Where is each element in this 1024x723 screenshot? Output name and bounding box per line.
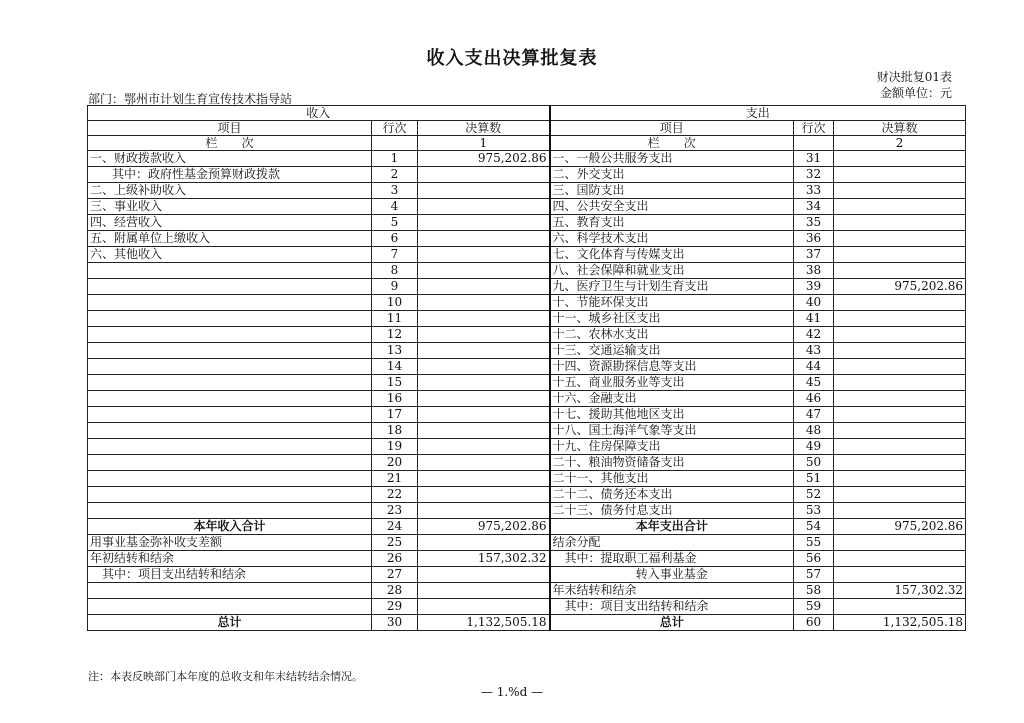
- income-item-cell: [88, 407, 372, 423]
- income-amount-cell: [418, 359, 550, 375]
- income-rowno-cell: 22: [372, 487, 418, 503]
- expense-col-blank: [794, 136, 834, 151]
- expense-rowno-cell: 49: [794, 439, 834, 455]
- table-row: [88, 391, 966, 407]
- income-item-cell: [88, 439, 372, 455]
- income-amount-cell: [418, 247, 550, 263]
- income-item-cell: [88, 455, 372, 471]
- expense-rowno-cell: 42: [794, 327, 834, 343]
- table-row: [88, 535, 966, 551]
- expense-rowno-cell: 46: [794, 391, 834, 407]
- expense-item-cell: 一、一般公共服务支出: [550, 151, 794, 167]
- expense-amount-cell: [834, 535, 966, 551]
- income-item-cell: [88, 343, 372, 359]
- table-row: [88, 359, 966, 375]
- income-item-cell: [88, 327, 372, 343]
- income-rowno-cell: 2: [372, 167, 418, 183]
- expense-rowno-cell: 34: [794, 199, 834, 215]
- income-rowno-cell: 24: [372, 519, 418, 535]
- expense-item-header: 项目: [550, 121, 794, 136]
- expense-amount-cell: [834, 263, 966, 279]
- income-item-cell: [88, 375, 372, 391]
- income-rowno-cell: 4: [372, 199, 418, 215]
- income-amount-cell: [418, 311, 550, 327]
- income-amount-cell: 975,202.86: [418, 151, 550, 167]
- expense-item-cell: 二十三、债务付息支出: [550, 503, 794, 519]
- expense-amount-cell: [834, 455, 966, 471]
- income-amount-cell: [418, 199, 550, 215]
- expense-item-cell: 十三、交通运输支出: [550, 343, 794, 359]
- table-row: [88, 615, 966, 631]
- income-rowno-cell: 11: [372, 311, 418, 327]
- expense-item-cell: 其中：提取职工福利基金: [550, 551, 794, 567]
- table-row: [88, 599, 966, 615]
- income-amount-cell: [418, 455, 550, 471]
- income-rowno-cell: 15: [372, 375, 418, 391]
- expense-col-label: 栏 次: [550, 136, 794, 151]
- expense-amount-cell: [834, 295, 966, 311]
- expense-rowno-cell: 45: [794, 375, 834, 391]
- table-row: [88, 311, 966, 327]
- table-row: [88, 327, 966, 343]
- income-item-cell: [88, 503, 372, 519]
- income-amount-cell: [418, 391, 550, 407]
- expense-amount-cell: [834, 599, 966, 615]
- income-rowno-cell: 12: [372, 327, 418, 343]
- income-rowno-cell: 16: [372, 391, 418, 407]
- income-rowno-cell: 13: [372, 343, 418, 359]
- expense-rowno-cell: 51: [794, 471, 834, 487]
- income-amount-cell: [418, 535, 550, 551]
- expense-rowno-cell: 54: [794, 519, 834, 535]
- income-amount-cell: [418, 215, 550, 231]
- income-item-cell: 五、附属单位上缴收入: [88, 231, 372, 247]
- income-item-cell: 其中：项目支出结转和结余: [88, 567, 372, 583]
- expense-rowno-cell: 59: [794, 599, 834, 615]
- expense-amount-cell: [834, 359, 966, 375]
- income-item-cell: 本年收入合计: [88, 519, 372, 535]
- income-amount-cell: [418, 279, 550, 295]
- expense-amount-cell: [834, 471, 966, 487]
- income-amount-cell: 975,202.86: [418, 519, 550, 535]
- expense-item-cell: 十六、金融支出: [550, 391, 794, 407]
- income-rowno-cell: 26: [372, 551, 418, 567]
- income-amount-cell: [418, 167, 550, 183]
- table-row: [88, 455, 966, 471]
- table-row: [88, 199, 966, 215]
- income-rowno-cell: 29: [372, 599, 418, 615]
- expense-rowno-cell: 33: [794, 183, 834, 199]
- income-amount-cell: [418, 423, 550, 439]
- income-rowno-cell: 8: [372, 263, 418, 279]
- expense-header: 支出: [550, 106, 966, 121]
- expense-amount-cell: 157,302.32: [834, 583, 966, 599]
- expense-item-cell: 年末结转和结余: [550, 583, 794, 599]
- expense-rowno-cell: 37: [794, 247, 834, 263]
- amount-unit: 金额单位：元: [879, 86, 952, 100]
- expense-item-cell: 十四、资源勘探信息等支出: [550, 359, 794, 375]
- expense-amount-cell: [834, 375, 966, 391]
- expense-amount-cell: [834, 503, 966, 519]
- expense-rowno-cell: 52: [794, 487, 834, 503]
- table-row: [88, 279, 966, 295]
- expense-item-cell: 十五、商业服务业等支出: [550, 375, 794, 391]
- income-rowno-cell: 23: [372, 503, 418, 519]
- expense-amount-cell: [834, 423, 966, 439]
- income-amount-cell: [418, 295, 550, 311]
- income-item-cell: [88, 599, 372, 615]
- income-rowno-cell: 19: [372, 439, 418, 455]
- expense-rowno-cell: 58: [794, 583, 834, 599]
- income-item-header: 项目: [88, 121, 372, 136]
- table-row: [88, 343, 966, 359]
- income-item-cell: [88, 295, 372, 311]
- expense-rowno-cell: 55: [794, 535, 834, 551]
- income-amount-cell: [418, 407, 550, 423]
- income-rowno-cell: 9: [372, 279, 418, 295]
- expense-amount-cell: [834, 199, 966, 215]
- expense-rowno-cell: 36: [794, 231, 834, 247]
- income-rowno-cell: 17: [372, 407, 418, 423]
- table-row: [88, 183, 966, 199]
- expense-amount-cell: 1,132,505.18: [834, 615, 966, 631]
- expense-col-number: 2: [834, 136, 966, 151]
- table-row: [88, 551, 966, 567]
- income-item-cell: [88, 423, 372, 439]
- income-header: 收入: [88, 106, 550, 121]
- expense-rowno-cell: 60: [794, 615, 834, 631]
- expense-amount-cell: [834, 407, 966, 423]
- expense-rowno-cell: 53: [794, 503, 834, 519]
- income-item-cell: [88, 359, 372, 375]
- expense-item-cell: 二、外交支出: [550, 167, 794, 183]
- table-row: [88, 503, 966, 519]
- expense-item-cell: 十、节能环保支出: [550, 295, 794, 311]
- expense-rowno-cell: 41: [794, 311, 834, 327]
- income-rowno-cell: 28: [372, 583, 418, 599]
- income-rowno-cell: 14: [372, 359, 418, 375]
- footnote: 注：本表反映部门本年度的总收支和年末结转结余情况。: [88, 670, 363, 683]
- table-row: [88, 567, 966, 583]
- expense-rowno-cell: 48: [794, 423, 834, 439]
- expense-item-cell: 其中：项目支出结转和结余: [550, 599, 794, 615]
- table-row: [88, 439, 966, 455]
- expense-rowno-cell: 39: [794, 279, 834, 295]
- expense-amount-header: 决算数: [834, 121, 966, 136]
- page-number: — 1.%d —: [480, 685, 544, 699]
- income-rowno-cell: 10: [372, 295, 418, 311]
- income-amount-cell: [418, 263, 550, 279]
- income-amount-cell: [418, 375, 550, 391]
- expense-amount-cell: 975,202.86: [834, 519, 966, 535]
- expense-amount-cell: [834, 151, 966, 167]
- income-item-cell: 其中：政府性基金预算财政拨款: [88, 167, 372, 183]
- expense-rowno-cell: 31: [794, 151, 834, 167]
- income-item-cell: [88, 391, 372, 407]
- expense-item-cell: 总计: [550, 615, 794, 631]
- income-rowno-cell: 21: [372, 471, 418, 487]
- income-item-cell: 用事业基金弥补收支差额: [88, 535, 372, 551]
- income-col-label: 栏 次: [88, 136, 372, 151]
- expense-rowno-cell: 56: [794, 551, 834, 567]
- income-rowno-cell: 30: [372, 615, 418, 631]
- expense-rowno-cell: 43: [794, 343, 834, 359]
- expense-amount-cell: [834, 247, 966, 263]
- expense-item-cell: 十八、国土海洋气象等支出: [550, 423, 794, 439]
- expense-rowno-cell: 38: [794, 263, 834, 279]
- expense-item-cell: 二十二、债务还本支出: [550, 487, 794, 503]
- expense-rowno-cell: 35: [794, 215, 834, 231]
- table-row: [88, 295, 966, 311]
- expense-item-cell: 十九、住房保障支出: [550, 439, 794, 455]
- income-amount-cell: 157,302.32: [418, 551, 550, 567]
- expense-item-cell: 转入事业基金: [550, 567, 794, 583]
- expense-amount-cell: 975,202.86: [834, 279, 966, 295]
- expense-item-cell: 五、教育支出: [550, 215, 794, 231]
- expense-item-cell: 十一、城乡社区支出: [550, 311, 794, 327]
- table-row: [88, 583, 966, 599]
- income-item-cell: [88, 279, 372, 295]
- income-amount-cell: [418, 503, 550, 519]
- income-col-number: 1: [418, 136, 550, 151]
- expense-rowno-header: 行次: [794, 121, 834, 136]
- income-rowno-cell: 27: [372, 567, 418, 583]
- income-item-cell: 六、其他收入: [88, 247, 372, 263]
- expense-amount-cell: [834, 391, 966, 407]
- expense-rowno-cell: 44: [794, 359, 834, 375]
- income-item-cell: [88, 487, 372, 503]
- expense-item-cell: 三、国防支出: [550, 183, 794, 199]
- income-item-cell: 总计: [88, 615, 372, 631]
- expense-item-cell: 十七、援助其他地区支出: [550, 407, 794, 423]
- income-item-cell: 年初结转和结余: [88, 551, 372, 567]
- expense-amount-cell: [834, 311, 966, 327]
- income-amount-cell: [418, 487, 550, 503]
- income-rowno-cell: 1: [372, 151, 418, 167]
- table-row: [88, 487, 966, 503]
- income-amount-cell: [418, 599, 550, 615]
- income-amount-cell: [418, 231, 550, 247]
- expense-rowno-cell: 57: [794, 567, 834, 583]
- income-amount-cell: 1,132,505.18: [418, 615, 550, 631]
- expense-rowno-cell: 47: [794, 407, 834, 423]
- table-row: [88, 407, 966, 423]
- income-rowno-cell: 3: [372, 183, 418, 199]
- expense-item-cell: 二十一、其他支出: [550, 471, 794, 487]
- income-col-blank: [372, 136, 418, 151]
- table-row: [88, 247, 966, 263]
- income-rowno-cell: 18: [372, 423, 418, 439]
- income-rowno-cell: 25: [372, 535, 418, 551]
- expense-item-cell: 八、社会保障和就业支出: [550, 263, 794, 279]
- table-row: [88, 263, 966, 279]
- income-rowno-cell: 5: [372, 215, 418, 231]
- expense-item-cell: 七、文化体育与传媒支出: [550, 247, 794, 263]
- income-rowno-cell: 6: [372, 231, 418, 247]
- income-item-cell: [88, 583, 372, 599]
- income-amount-cell: [418, 343, 550, 359]
- income-rowno-cell: 7: [372, 247, 418, 263]
- expense-amount-cell: [834, 183, 966, 199]
- table-row: [88, 151, 966, 167]
- expense-amount-cell: [834, 567, 966, 583]
- income-amount-cell: [418, 183, 550, 199]
- expense-amount-cell: [834, 327, 966, 343]
- income-amount-cell: [418, 567, 550, 583]
- expense-item-cell: 本年支出合计: [550, 519, 794, 535]
- table-row: [88, 231, 966, 247]
- expense-rowno-cell: 50: [794, 455, 834, 471]
- expense-rowno-cell: 40: [794, 295, 834, 311]
- expense-item-cell: 九、医疗卫生与计划生育支出: [550, 279, 794, 295]
- income-item-cell: 一、财政拨款收入: [88, 151, 372, 167]
- income-amount-cell: [418, 471, 550, 487]
- page-title: 收入支出决算批复表: [426, 48, 598, 69]
- table-row: [88, 215, 966, 231]
- income-amount-cell: [418, 327, 550, 343]
- table-row: [88, 519, 966, 535]
- table-row: [88, 167, 966, 183]
- income-item-cell: 四、经营收入: [88, 215, 372, 231]
- expense-amount-cell: [834, 231, 966, 247]
- income-item-cell: [88, 471, 372, 487]
- income-item-cell: [88, 311, 372, 327]
- expense-amount-cell: [834, 167, 966, 183]
- expense-item-cell: 六、科学技术支出: [550, 231, 794, 247]
- expense-amount-cell: [834, 487, 966, 503]
- expense-item-cell: 十二、农林水支出: [550, 327, 794, 343]
- expense-amount-cell: [834, 343, 966, 359]
- income-item-cell: 三、事业收入: [88, 199, 372, 215]
- budget-table: [87, 105, 966, 631]
- income-amount-cell: [418, 439, 550, 455]
- expense-item-cell: 四、公共安全支出: [550, 199, 794, 215]
- income-rowno-cell: 20: [372, 455, 418, 471]
- department-label: 部门：鄂州市计划生育宣传技术指导站: [88, 92, 293, 106]
- form-code: 财决批复01表: [876, 70, 952, 84]
- expense-amount-cell: [834, 551, 966, 567]
- table-row: [88, 423, 966, 439]
- income-amount-cell: [418, 583, 550, 599]
- income-item-cell: [88, 263, 372, 279]
- income-item-cell: 二、上级补助收入: [88, 183, 372, 199]
- income-amount-header: 决算数: [418, 121, 550, 136]
- table-row: [88, 375, 966, 391]
- expense-item-cell: 二十、粮油物资储备支出: [550, 455, 794, 471]
- table-row: [88, 471, 966, 487]
- income-rowno-header: 行次: [372, 121, 418, 136]
- expense-amount-cell: [834, 215, 966, 231]
- expense-rowno-cell: 32: [794, 167, 834, 183]
- expense-item-cell: 结余分配: [550, 535, 794, 551]
- expense-amount-cell: [834, 439, 966, 455]
